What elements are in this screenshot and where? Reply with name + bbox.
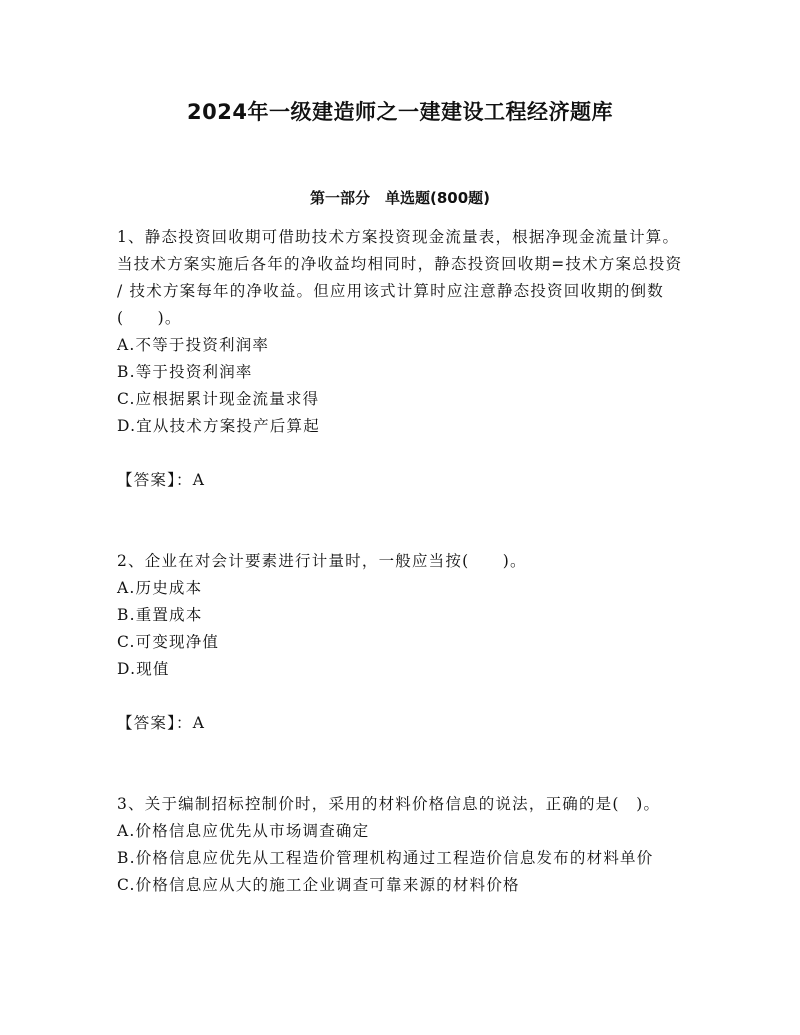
option-a: A.历史成本	[117, 579, 203, 597]
option-b: B.等于投资利润率	[117, 363, 253, 381]
option-c: C.可变现净值	[117, 633, 220, 651]
answer-line: 【答案】：A	[117, 714, 206, 732]
option-b: B.价格信息应优先从工程造价管理机构通过工程造价信息发布的材料单价	[117, 849, 654, 867]
option-d: D.宜从技术方案投产后算起	[117, 417, 320, 435]
option-c: C.应根据累计现金流量求得	[117, 390, 320, 408]
option-c: C.价格信息应从大的施工企业调查可靠来源的材料价格	[117, 876, 520, 894]
question-stem: 2、企业在对会计要素进行计量时，一般应当按( )。	[117, 552, 527, 570]
option-a: A.不等于投资利润率	[117, 336, 270, 354]
question-stem: 1、静态投资回收期可借助技术方案投资现金流量表，根据净现金流量计算。当技术方案实施后各年的净收益均相同时，静态投资回收期=技术方案总投资 / 技术方案每年的净收益。但应用该式计算时应注意静态投资回收期的倒数( )。	[117, 228, 683, 327]
answer-line: 【答案】：A	[117, 471, 206, 489]
option-d: D.现值	[117, 660, 170, 678]
document-title: 2024年一级建造师之一建建设工程经济题库	[187, 100, 613, 124]
option-b: B.重置成本	[117, 606, 203, 624]
question-list	[117, 224, 687, 899]
option-a: A.价格信息应优先从市场调查确定	[117, 822, 370, 840]
question-2	[117, 548, 687, 791]
question-3	[117, 791, 687, 899]
section-heading: 第一部分 单选题(800题)	[309, 189, 491, 207]
question-stem: 3、关于编制招标控制价时，采用的材料价格信息的说法，正确的是( )。	[117, 795, 661, 813]
question-1	[117, 224, 687, 548]
